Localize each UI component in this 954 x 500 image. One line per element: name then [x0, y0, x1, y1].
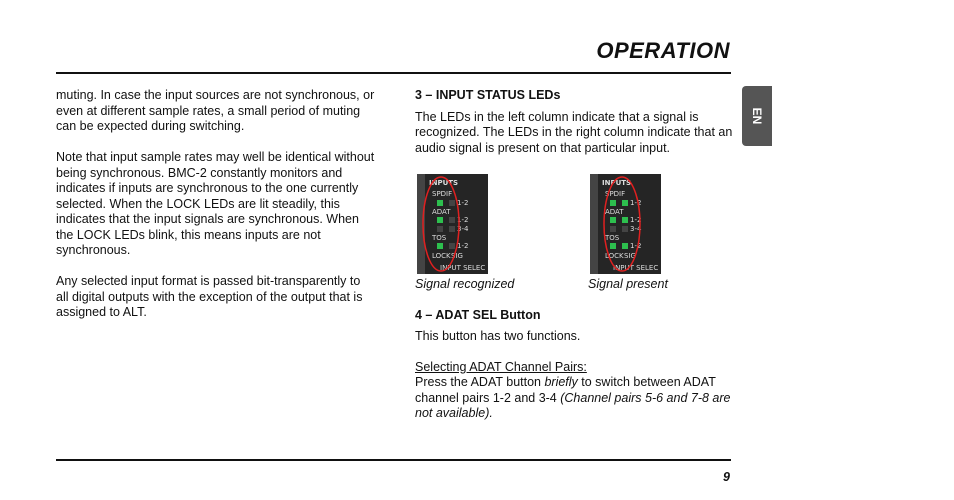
panel-lock-label: LOCK	[605, 252, 624, 260]
panel-adat-ch2: 3-4	[457, 225, 469, 233]
panel-adat-label: ADAT	[432, 208, 451, 216]
header-rule	[56, 72, 731, 74]
highlight-ellipse-right-column	[590, 174, 661, 274]
panel-input-select-label: INPUT SELEC	[613, 264, 659, 272]
adat-text-1: Press the ADAT button	[415, 375, 545, 389]
paragraph-adat-pairs	[415, 375, 733, 422]
right-column	[415, 88, 733, 172]
paragraph-muting: muting. In case the input sources are not synchronous, or even at different sample rates, a small period of muting can be expected during switching.	[56, 88, 375, 133]
panel-tos-label: TOS	[432, 234, 447, 242]
panel-inputs-label: INPUTS	[602, 179, 632, 187]
paragraph-sync: Note that input sample rates may well be identical without being synchronous. BMC-2 constantly monitors and indicates if inputs are synchronous to the one currently selected. When the LOCK LEDs are lit steadily, this indicates that the input signals are synchronous. When the LOCK LEDs blink, this means inputs are not synchronous.	[56, 150, 375, 257]
panel-tos-ch: 1-2	[457, 242, 469, 250]
page-title: OPERATION	[596, 38, 730, 63]
paragraph-bit-transparent: Any selected input format is passed bit-transparently to all digital outputs with the exception of the output that is assigned to ALT.	[56, 274, 363, 319]
adat-text-note: (Channel pairs 5-6 and 7-8 are not available).	[415, 390, 731, 420]
panel-adat-ch1: 1-2	[630, 216, 642, 224]
left-column	[56, 88, 376, 336]
footer-rule	[56, 459, 731, 461]
caption-signal-present: Signal present	[588, 277, 668, 291]
right-column-lower	[415, 308, 733, 422]
paragraph-input-status: The LEDs in the left column indicate that a signal is recognized. The LEDs in the right column indicate that an audio signal is present on that particular input.	[415, 109, 733, 155]
panel-adat-ch2: 3-4	[630, 225, 642, 233]
language-tab	[742, 86, 772, 146]
panel-input-select-label: INPUT SELEC	[440, 264, 486, 272]
panel-inputs-label: INPUTS	[429, 179, 459, 187]
adat-text-briefly: briefly	[544, 375, 578, 389]
language-label: EN	[750, 107, 764, 125]
heading-adat-sel: 4 – ADAT SEL Button	[415, 308, 541, 322]
paragraph-two-functions: This button has two functions.	[415, 328, 581, 343]
subheading-adat-pairs: Selecting ADAT Channel Pairs:	[415, 359, 587, 374]
panel-sig-label: SIG	[451, 252, 463, 260]
led-panel-recognized	[417, 174, 488, 274]
caption-signal-recognized: Signal recognized	[415, 277, 515, 291]
page-number: 9	[723, 470, 730, 484]
panel-spdif-label: SPDIF	[605, 190, 626, 198]
panel-spdif-ch: 1-2	[630, 199, 642, 207]
panel-sig-label: SIG	[624, 252, 636, 260]
led-panel-present	[590, 174, 661, 274]
highlight-ellipse-left-column	[417, 174, 488, 274]
panel-lock-label: LOCK	[432, 252, 451, 260]
panel-tos-label: TOS	[605, 234, 620, 242]
heading-input-status: 3 – INPUT STATUS LEDs	[415, 88, 561, 102]
panel-spdif-ch: 1-2	[457, 199, 469, 207]
panel-adat-label: ADAT	[605, 208, 624, 216]
panel-spdif-label: SPDIF	[432, 190, 453, 198]
adat-text-2: to switch between ADAT channel pairs 1-2 and 3-4	[415, 375, 716, 405]
panel-adat-ch1: 1-2	[457, 216, 469, 224]
panel-tos-ch: 1-2	[630, 242, 642, 250]
